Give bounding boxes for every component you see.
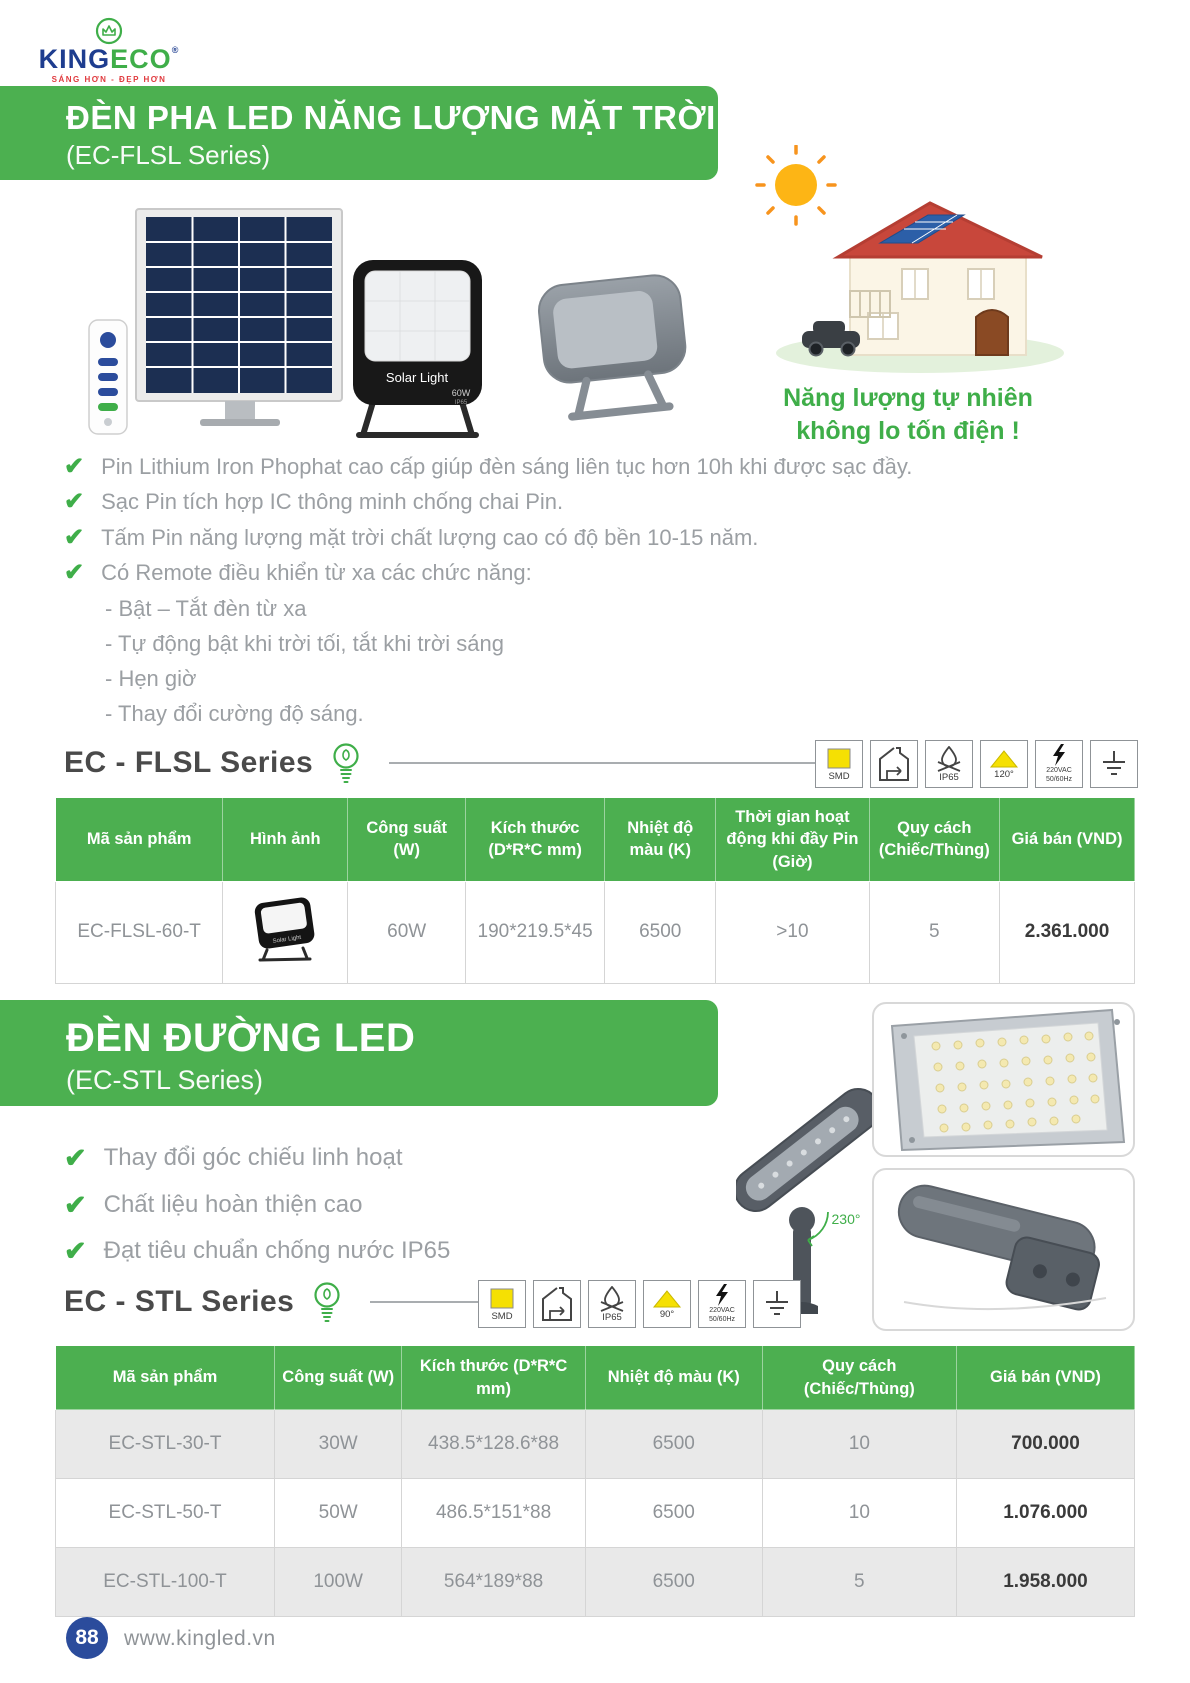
remote-control-photo: [86, 318, 130, 438]
solar-house-illustration: [752, 145, 1064, 377]
indoor-house-icon: [533, 1280, 581, 1328]
smd-icon: [815, 740, 863, 788]
product-pack: 10: [762, 1410, 956, 1479]
ip65-label: IP65: [602, 1311, 622, 1323]
product-pack: 10: [762, 1479, 956, 1548]
crown-icon: [94, 16, 124, 46]
sub-feature-text: - Tự động bật khi trời tối, tắt khi trời sáng: [105, 630, 505, 656]
product-pack: 5: [762, 1548, 956, 1617]
product-code: EC-STL-100-T: [56, 1548, 275, 1617]
feature-text: Có Remote điều khiển từ xa các chức năng:: [101, 560, 532, 586]
section2-feature-list: [64, 1144, 764, 1284]
mini-floodlight-image: [245, 894, 325, 964]
voltage-label1: 220VAC: [1046, 766, 1072, 774]
caption-line2: không lo tốn điện !: [796, 417, 1020, 445]
product-power: 30W: [275, 1410, 402, 1479]
product-color-temp: 6500: [585, 1479, 762, 1548]
feature-text: Đạt tiêu chuẩn chống nước IP65: [103, 1237, 451, 1265]
feature-text: Pin Lithium Iron Phophat cao cấp giúp đèn sáng liên tục hơn 10h khi được sạc đầy.: [101, 454, 913, 479]
floodlight-brand-label: Solar Light: [385, 370, 449, 385]
product-size: 564*189*88: [402, 1548, 585, 1617]
smd-label: SMD: [491, 1310, 513, 1322]
table-row: [56, 1479, 1135, 1548]
feature-text: Tấm Pin năng lượng mặt trời chất lượng cao có độ bền 10-15 năm.: [101, 524, 759, 550]
feature-text: Thay đổi góc chiếu linh hoạt: [103, 1144, 403, 1171]
section2-spec-icons: [478, 1280, 801, 1328]
check-icon: ✔: [64, 1143, 87, 1173]
product-image-cell: [223, 881, 348, 983]
ground-icon: [753, 1280, 801, 1328]
feature-item: [64, 489, 1004, 515]
voltage-label1: 220VAC: [709, 1306, 735, 1314]
beam-angle-icon: [643, 1280, 691, 1328]
series2-title: EC - STL Series: [64, 1285, 295, 1318]
voltage-icon: [698, 1280, 746, 1328]
product-code: EC-STL-30-T: [56, 1410, 275, 1479]
product-color-temp: 6500: [585, 1410, 762, 1479]
sub-feature-text: - Thay đổi cường độ sáng.: [105, 700, 364, 726]
website-text: www.kingled.vn: [124, 1627, 276, 1650]
logo-registered-mark: ®: [171, 45, 180, 55]
section2-banner: [0, 1000, 718, 1106]
black-floodlight-photo: [345, 252, 490, 442]
beam-rotation-label: 230°: [831, 1211, 861, 1227]
section1-subtitle: (EC-FLSL Series): [66, 140, 271, 170]
illustration-caption: [752, 382, 1064, 448]
ip65-icon: [925, 740, 973, 788]
beam-angle-label: 120°: [994, 768, 1014, 780]
logo-eco-text: ECO: [110, 44, 172, 74]
logo-king-text: KING: [38, 44, 111, 74]
col-header: Hình ảnh: [223, 798, 348, 882]
section1-feature-list: [64, 454, 1004, 736]
product-size: 486.5*151*88: [402, 1479, 585, 1548]
stl-product-table: [55, 1345, 1135, 1617]
product-price: 2.361.000: [1000, 881, 1135, 983]
floodlight-watt-label: 60W: [451, 388, 471, 398]
svg-text:Solar Light: Solar Light: [272, 935, 302, 946]
feature-item: [64, 525, 1004, 551]
col-header: Quy cách (Chiếc/Thùng): [869, 798, 1000, 882]
bulb-icon: [331, 742, 361, 784]
bulb-icon: [312, 1281, 342, 1323]
sub-feature-text: - Hẹn giờ: [105, 665, 197, 691]
check-icon: ✔: [64, 559, 85, 587]
indoor-house-icon: [870, 740, 918, 788]
divider-line: [389, 762, 841, 764]
smd-icon: [478, 1280, 526, 1328]
col-header: Thời gian hoạt động khi đầy Pin (Giờ): [716, 798, 869, 882]
section1-banner: [0, 86, 718, 180]
led-closeup-photo: [872, 1002, 1135, 1157]
product-code: EC-STL-50-T: [56, 1479, 275, 1548]
beam-angle-icon: [980, 740, 1028, 788]
product-power: 100W: [275, 1548, 402, 1617]
col-header: Kích thước (D*R*C mm): [402, 1346, 585, 1410]
section1-spec-icons: [815, 740, 1138, 788]
col-header: Công suất (W): [348, 798, 466, 882]
product-price: 700.000: [956, 1410, 1134, 1479]
kingeco-logo: [34, 16, 184, 84]
check-icon: ✔: [64, 453, 85, 480]
product-pack: 5: [869, 881, 1000, 983]
col-header: Công suất (W): [275, 1346, 402, 1410]
page-number-badge: 88: [66, 1617, 108, 1659]
product-size: 190*219.5*45: [466, 881, 605, 983]
product-power: 50W: [275, 1479, 402, 1548]
col-header: Nhiệt độ màu (K): [585, 1346, 762, 1410]
product-color-temp: 6500: [585, 1548, 762, 1617]
col-header: Kích thước (D*R*C mm): [466, 798, 605, 882]
check-icon: ✔: [64, 1236, 87, 1267]
feature-item: [64, 1237, 764, 1267]
table-header-row: [56, 1346, 1135, 1410]
series2-heading-row: [64, 1281, 498, 1323]
series1-title: EC - FLSL Series: [64, 746, 314, 779]
beam-angle-label: 90°: [659, 1308, 675, 1320]
voltage-label2: 50/60Hz: [708, 1316, 736, 1323]
ground-icon: [1090, 740, 1138, 788]
product-color-temp: 6500: [605, 881, 716, 983]
feature-text: Chất liệu hoàn thiện cao: [103, 1190, 363, 1218]
col-header: Nhiệt độ màu (K): [605, 798, 716, 882]
col-header: Giá bán (VND): [956, 1346, 1134, 1410]
feature-text: Sạc Pin tích hợp IC thông minh chống chai Pin.: [101, 489, 564, 515]
solar-panel-photo: [130, 205, 360, 430]
col-header: Mã sản phẩm: [56, 798, 223, 882]
product-power: 60W: [348, 881, 466, 983]
smd-label: SMD: [828, 770, 850, 782]
table-row: [56, 881, 1135, 983]
caption-line1: Năng lượng tự nhiên: [783, 384, 1033, 412]
bracket-closeup-photo: [872, 1168, 1135, 1331]
sub-feature-text: - Bật – Tắt đèn từ xa: [105, 595, 307, 621]
check-icon: ✔: [64, 488, 85, 516]
check-icon: ✔: [64, 523, 85, 551]
section2-title: ĐÈN ĐƯỜNG LED: [66, 1016, 416, 1060]
section1-title: ĐÈN PHA LED NĂNG LƯỢNG MẶT TRỜI: [66, 99, 716, 136]
gray-floodlight-photo: [520, 252, 705, 422]
product-size: 438.5*128.6*88: [402, 1410, 585, 1479]
door: [976, 310, 1008, 355]
ip65-icon: [588, 1280, 636, 1328]
product-runtime: >10: [716, 881, 869, 983]
table-row: [56, 1410, 1135, 1479]
feature-item: [64, 560, 1004, 586]
feature-item: [64, 1191, 764, 1221]
floodlight-ip-label: IP65: [454, 400, 468, 406]
col-header: Giá bán (VND): [1000, 798, 1135, 882]
feature-item: [64, 1144, 764, 1174]
table-row: [56, 1548, 1135, 1617]
series1-heading-row: [64, 742, 841, 784]
col-header: Mã sản phẩm: [56, 1346, 275, 1410]
voltage-label2: 50/60Hz: [1045, 776, 1073, 783]
check-icon: ✔: [64, 1189, 87, 1220]
col-header: Quy cách (Chiếc/Thùng): [762, 1346, 956, 1410]
table-header-row: [56, 798, 1135, 882]
product-price: 1.958.000: [956, 1548, 1134, 1617]
logo-tagline: SÁNG HƠN - ĐẸP HƠN: [51, 75, 167, 84]
flsl-product-table: [55, 797, 1135, 984]
voltage-icon: [1035, 740, 1083, 788]
product-code: EC-FLSL-60-T: [56, 881, 223, 983]
section2-subtitle: (EC-STL Series): [66, 1065, 264, 1095]
ip65-label: IP65: [939, 771, 959, 783]
product-price: 1.076.000: [956, 1479, 1134, 1548]
sun-icon: [757, 146, 835, 224]
logo-wordmark: [34, 46, 184, 73]
feature-item: [64, 454, 1004, 480]
